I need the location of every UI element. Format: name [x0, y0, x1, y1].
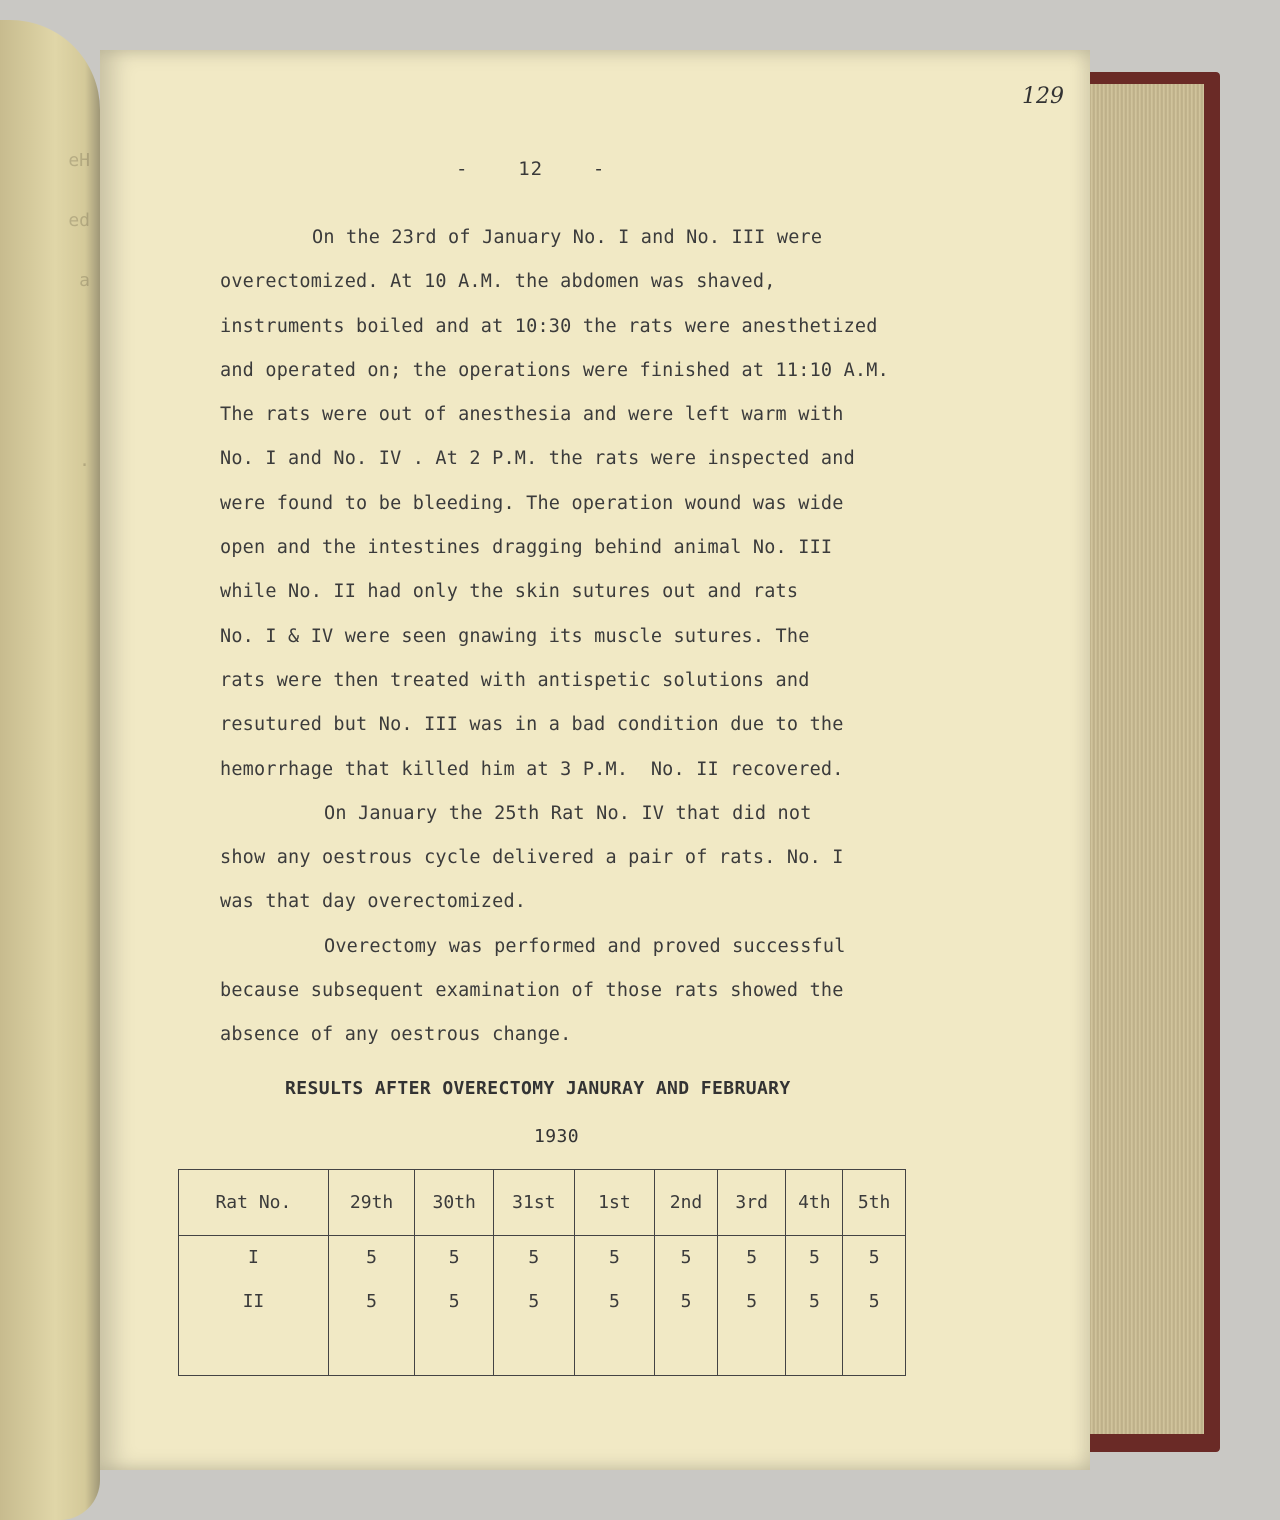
text-line: No. I and No. IV . At 2 P.M. the rats were inspected and: [220, 448, 855, 470]
text-line: while No. II had only the skin sutures out and rats: [220, 581, 799, 603]
column-header: 1st: [574, 1170, 655, 1236]
column-header: 31st: [494, 1170, 575, 1236]
table-header-row: [179, 1170, 906, 1236]
table-cell: 5: [415, 1236, 494, 1280]
table-cell: 5: [328, 1236, 415, 1280]
table-cell: 5: [328, 1280, 415, 1324]
text-line: overectomized. At 10 A.M. the abdomen was shaved,: [220, 271, 776, 293]
text-line: absence of any oestrous change.: [220, 1024, 572, 1046]
folio-number: 129: [1022, 84, 1064, 109]
table-cell: 5: [786, 1280, 843, 1324]
text-line: The rats were out of anesthesia and were left warm with: [220, 404, 844, 426]
text-line: On the 23rd of January No. I and No. III were: [312, 227, 823, 248]
text-line: Overectomy was performed and proved successful: [324, 935, 846, 957]
facing-page-bleed: ed: [68, 210, 90, 231]
table-cell: 5: [655, 1280, 718, 1324]
table-cell: II: [179, 1280, 329, 1324]
facing-page-bleed: eH: [68, 150, 90, 171]
text-line: open and the intestines dragging behind animal No. III: [220, 537, 833, 559]
facing-page-bleed: .: [79, 450, 90, 471]
page-stack: [1084, 84, 1204, 1434]
table-row: [179, 1280, 906, 1324]
text-line: rats were then treated with antispetic solutions and: [220, 669, 810, 691]
table-row: [179, 1236, 906, 1280]
body-text: [220, 216, 1020, 1058]
table-cell: 5: [494, 1236, 575, 1280]
text-line: was that day overectomized.: [220, 891, 527, 913]
table-cell: 5: [574, 1236, 655, 1280]
table-cell: 5: [717, 1236, 786, 1280]
text-line: No. I & IV were seen gnawing its muscle sutures. The: [220, 625, 810, 647]
facing-page-bleed: a: [79, 270, 90, 291]
text-line: hemorrhage that killed him at 3 P.M. No. II recovered.: [220, 758, 844, 780]
table-cell: 5: [415, 1280, 494, 1324]
text-line: resutured but No. III was in a bad condition due to the: [220, 714, 844, 736]
text-line: and operated on; the operations were finished at 11:10 A.M.: [220, 359, 889, 381]
table-cell: 5: [786, 1236, 843, 1280]
page-number: - 12 -: [456, 158, 606, 180]
table-cell: 5: [494, 1280, 575, 1324]
text-line: show any oestrous cycle delivered a pair of rats. No. I: [220, 847, 844, 869]
column-header: 29th: [328, 1170, 415, 1236]
column-header: Rat No.: [179, 1170, 329, 1236]
column-header: 4th: [786, 1170, 843, 1236]
column-header: 2nd: [655, 1170, 718, 1236]
text-line: On January the 25th Rat No. IV that did not: [324, 802, 812, 824]
column-header: 30th: [415, 1170, 494, 1236]
table-cell: 5: [574, 1280, 655, 1324]
table-blank-row: [179, 1324, 906, 1376]
column-header: 5th: [843, 1170, 906, 1236]
table-cell: 5: [717, 1280, 786, 1324]
table-cell: 5: [843, 1280, 906, 1324]
table-title: RESULTS AFTER OVERECTOMY JANURAY AND FEBRUARY: [285, 1078, 791, 1099]
table-cell: I: [179, 1236, 329, 1280]
column-header: 3rd: [717, 1170, 786, 1236]
table-cell: 5: [655, 1236, 718, 1280]
results-table: [178, 1169, 906, 1376]
text-line: instruments boiled and at 10:30 the rats were anesthetized: [220, 315, 878, 337]
text-line: were found to be bleeding. The operation wound was wide: [220, 492, 844, 514]
table-year: 1930: [534, 1126, 579, 1147]
text-line: because subsequent examination of those rats showed the: [220, 980, 844, 1002]
facing-page-edge: [0, 20, 100, 1520]
table-cell: 5: [843, 1236, 906, 1280]
